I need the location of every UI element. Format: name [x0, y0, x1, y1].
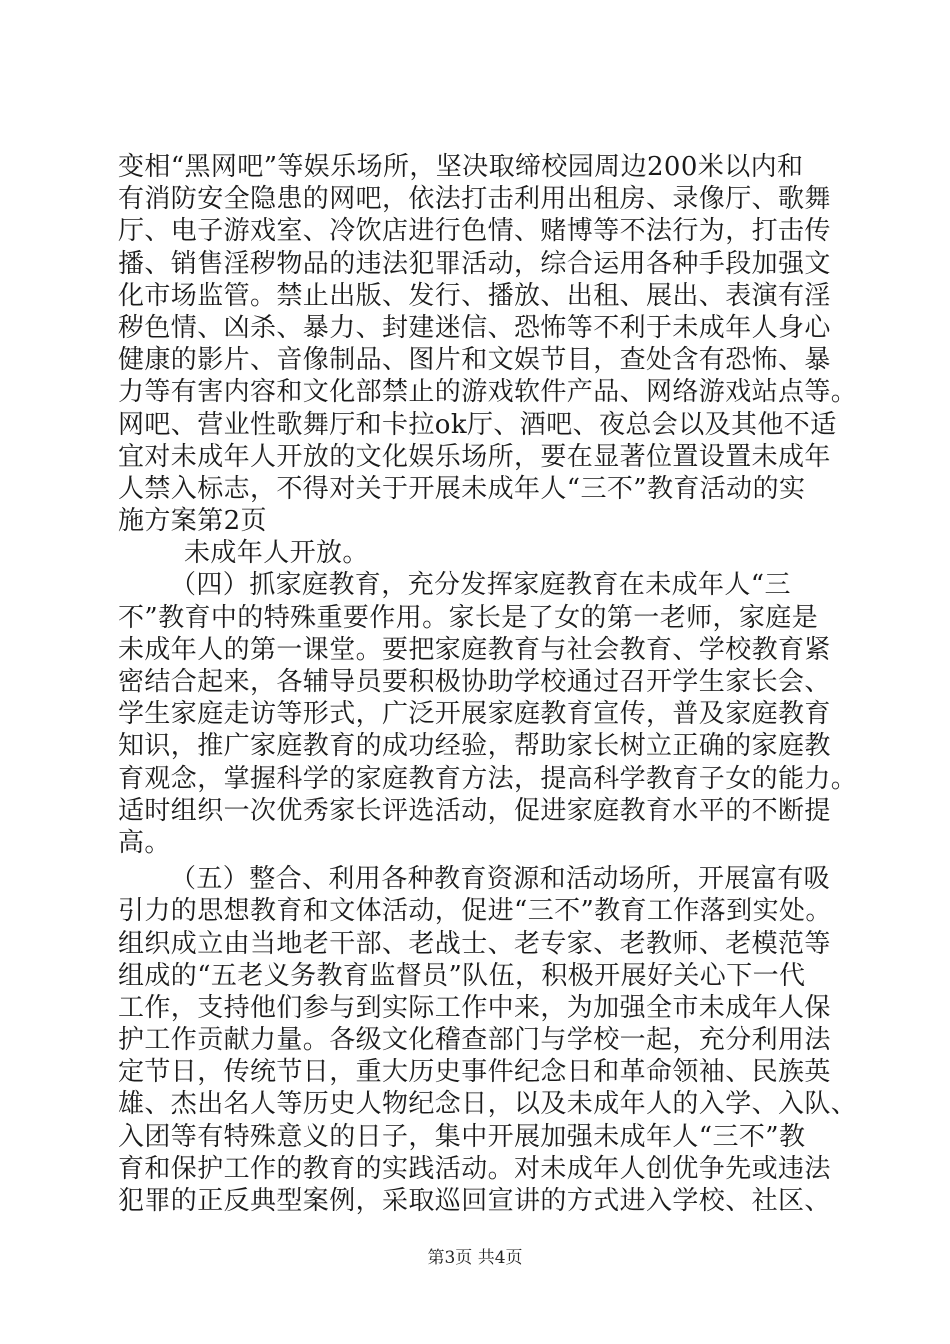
text-line: 厅、电子游戏室、冷饮店进行色情、赌博等不法行为，打击传	[118, 216, 831, 247]
text-line: 播、销售淫秽物品的违法犯罪活动，综合运用各种手段加强文	[118, 248, 831, 279]
text-line: 引力的思想教育和文体活动，促进“三不”教育工作落到实处。	[118, 896, 832, 927]
text-line: 学生家庭走访等形式，广泛开展家庭教育宣传，普及家庭教育	[118, 699, 831, 730]
text-line: 化市场监管。禁止出版、发行、播放、出租、展出、表演有淫	[118, 280, 831, 311]
paragraph-5-start: （五）整合、利用各种教育资源和活动场所，开展富有吸	[170, 864, 831, 895]
text-line: 密结合起来，各辅导员要积极协助学校通过召开学生家长会、	[118, 667, 831, 697]
text-line: 育观念，掌握科学的家庭教育方法，提高科学教育子女的能力。	[118, 763, 858, 794]
text-line: 工作，支持他们参与到实际工作中来，为加强全市未成年人保	[118, 992, 831, 1023]
text-line: 组成的“五老义务教育监督员”队伍，积极开展好关心下一代	[118, 960, 806, 991]
text-line: 力等有害内容和文化部禁止的游戏软件产品、网络游戏站点等。	[118, 377, 858, 408]
text-line: 犯罪的正反典型案例，采取巡回宣讲的方式进入学校、社区、	[118, 1186, 831, 1216]
text-line: 施方案第2页	[118, 506, 267, 537]
text-line: 有消防安全隐患的网吧，依法打击利用出租房、录像厅、歌舞	[118, 184, 831, 215]
text-line: 入团等有特殊意义的日子，集中开展加强未成年人“三不”教	[118, 1121, 806, 1152]
text-line: 变相“黑网吧”等娱乐场所，坚决取缔校园周边200米以内和	[118, 152, 804, 182]
text-line: 不”教育中的特殊重要作用。家长是了女的第一老师，家庭是	[118, 602, 819, 633]
text-line: 护工作贡献力量。各级文化稽查部门与学校一起，充分利用法	[118, 1025, 831, 1056]
text-line: 健康的影片、音像制品、图片和文娱节目，查处含有恐怖、暴	[118, 345, 831, 376]
text-line: 宜对未成年人开放的文化娱乐场所，要在显著位置设置未成年	[118, 441, 831, 472]
text-line: 未成年人开放。	[184, 538, 369, 569]
page-number-footer: 第3页 共4页	[427, 1248, 523, 1268]
text-line: 秽色情、凶杀、暴力、封建迷信、恐怖等不利于未成年人身心	[118, 312, 831, 343]
text-line: 网吧、营业性歌舞厅和卡拉ok厅、酒吧、夜总会以及其他不适	[118, 409, 837, 440]
text-line: 雄、杰出名人等历史人物纪念日，以及未成年人的入学、入队、	[118, 1089, 858, 1120]
text-line: 适时组织一次优秀家长评选活动，促进家庭教育水平的不断提	[118, 795, 831, 826]
text-line: 未成年人的第一课堂。要把家庭教育与社会教育、学校教育紧	[118, 634, 831, 665]
body-text	[118, 151, 858, 1217]
text-line: 人禁入标志，不得对关于开展未成年人“三不”教育活动的实	[118, 473, 806, 504]
text-line: 高。	[118, 827, 171, 858]
text-line: 育和保护工作的教育的实践活动。对未成年人创优争先或违法	[118, 1153, 831, 1184]
text-line: 定节日，传统节日，重大历史事件纪念日和革命领袖、民族英	[118, 1057, 831, 1088]
text-line: 知识，推广家庭教育的成功经验，帮助家长树立正确的家庭教	[118, 731, 831, 762]
text-line: 组织成立由当地老干部、老战士、老专家、老教师、老模范等	[118, 928, 831, 959]
paragraph-4-start: （四）抓家庭教育，充分发挥家庭教育在未成年人“三	[170, 570, 791, 601]
